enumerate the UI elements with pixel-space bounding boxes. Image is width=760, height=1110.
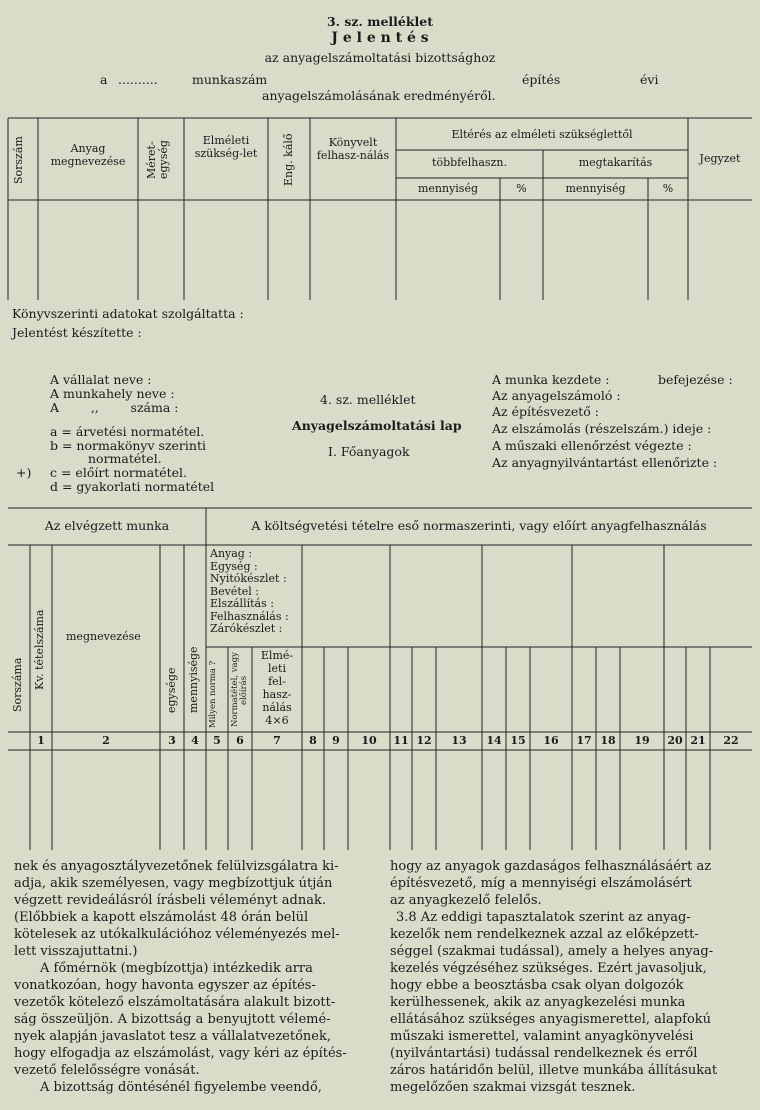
col-sorszam: Sorszám <box>12 136 25 184</box>
text-left-line: végzett revideálásról írásbeli véleményt adnak. <box>14 893 327 908</box>
text-right-line: építésvezető, míg a mennyiségi elszámolásért <box>390 876 692 891</box>
text-left-line: vonatkozóan, hogy havonta egyszer az építés- <box>14 978 316 993</box>
f4-legend-1: b = normakönyv szerinti <box>50 438 206 453</box>
f4-stock-6: Zárókészlet : <box>210 622 283 635</box>
colnum-17: 17 <box>576 734 592 747</box>
colnum-4: 4 <box>191 734 199 747</box>
f4-elm-2: fel- <box>268 675 286 688</box>
colnum-1: 1 <box>37 734 45 747</box>
text-right-line: hogy az anyagok gazdaságos felhasználásáért az <box>390 859 712 874</box>
f4-stock-0: Anyag : <box>210 547 253 560</box>
f4-elm-0: Elmé- <box>260 649 294 662</box>
form3-line-evi: évi <box>640 72 659 87</box>
form3-line2: anyagelszámolásának eredményéről. <box>262 88 496 103</box>
f4-left-2: A ,, száma : <box>50 400 179 415</box>
text-left-line: vezetők kötelező elszámoltatására alakult bizott- <box>14 995 336 1010</box>
f4-stock-4: Elszállítás : <box>210 597 274 610</box>
colnum-19: 19 <box>634 734 650 747</box>
colnum-12: 12 <box>416 734 432 747</box>
col-tobb: többfelhaszn. <box>432 156 507 169</box>
f4-stock-3: Bevétel : <box>210 584 259 598</box>
col-meret: Méret-egység <box>145 140 170 180</box>
text-left-line: kötelesek az utókalkulációhoz véleményezés mel- <box>14 927 340 942</box>
col-pct-2: % <box>662 182 674 195</box>
f4-col-megnevezese: megnevezése <box>66 630 141 643</box>
col-megtak: megtakarítás <box>578 156 653 169</box>
form3-footer1: Könyvszerinti adatokat szolgáltatta : <box>12 306 244 321</box>
col-elteres: Eltérés az elméleti szükséglettől <box>451 128 633 141</box>
col-elmeleti: Elméleti szükség-let <box>194 134 258 160</box>
f4-center-2: I. Főanyagok <box>328 444 410 459</box>
text-column-left <box>14 858 374 1096</box>
text-right-line: kerülhessenek, akik az anyagkezelési munka <box>390 995 686 1010</box>
f4-right-1: befejezése : <box>658 372 733 387</box>
text-right-line: az anyagkezelő felelős. <box>390 893 542 908</box>
f4-center-0: 4. sz. melléklet <box>320 392 416 407</box>
f4-right-0: A munka kezdete : <box>492 372 610 387</box>
text-right-line: kezelés végzéséhez szükséges. Ezért javasoljuk, <box>390 961 707 976</box>
f4-stock-5: Felhasználás : <box>210 609 289 623</box>
text-left-line: adja, akik személyesen, vagy megbízottjuk útján <box>14 876 333 891</box>
colnum-22: 22 <box>723 734 739 747</box>
colnum-10: 10 <box>361 734 377 747</box>
f4-col-sorszama: Sorszáma <box>11 657 24 713</box>
f4-stock-1: Egység : <box>210 559 258 573</box>
f4-legend-4: d = gyakorlati normatétel <box>50 479 215 494</box>
text-left-line: nek és anyagosztályvezetőnek felülvizsgálatra ki- <box>14 859 339 874</box>
text-left-line: ság összeüljön. A bizottság a benyujtott vélemé- <box>14 1012 331 1027</box>
text-left-line: vezető felelősségre vonását. <box>14 1063 200 1078</box>
colnum-18: 18 <box>600 734 616 747</box>
f4-right-2: Az anyagelszámoló : <box>492 388 621 403</box>
f4-right-5: A műszaki ellenőrzést végezte : <box>492 438 692 453</box>
text-right-line: műszaki ismerettel, valamint anyagkönyvelési <box>390 1029 694 1044</box>
f4-hdr-right: A költségvetési tételre eső normaszerinti, vagy előírt anyagfelhasználás <box>251 518 707 533</box>
f4-legend-2: normatétel. <box>88 451 162 466</box>
colnum-5: 5 <box>213 734 221 747</box>
colnum-3: 3 <box>168 734 176 747</box>
col-mennyiseg-2: mennyiség <box>565 182 626 195</box>
colnum-20: 20 <box>667 734 683 747</box>
col-eng: Eng. kálő <box>282 133 295 187</box>
colnum-6: 6 <box>236 734 244 747</box>
colnum-11: 11 <box>393 734 409 747</box>
f4-hdr-left: Az elvégzett munka <box>44 518 170 533</box>
f4-right-4: Az elszámolás (részelszám.) ideje : <box>492 421 712 436</box>
text-left-line: A főmérnök (megbízottja) intézkedik arra <box>40 961 313 976</box>
f4-stock-2: Nyitókészlet : <box>210 572 287 585</box>
f4-stock-labels <box>210 548 289 636</box>
form3-subtitle: az anyagelszámoltatási bizottsághoz <box>264 50 496 65</box>
f4-col-egysege: egysége <box>165 667 178 713</box>
text-right-line: kezelők nem rendelkeznek azzal az előképzett- <box>390 927 699 942</box>
text-right-line: hogy ebbe a beosztásba csak olyan dolgozók <box>390 978 684 993</box>
col-mennyiseg-1: mennyiség <box>417 182 479 195</box>
form3-heading: 3. sz. melléklet <box>326 14 433 29</box>
form3-title: J e l e n t é s <box>331 30 429 46</box>
col-pct-1: % <box>516 182 527 195</box>
text-right-line: 3.8 Az eddigi tapasztalatok szerint az anyag- <box>396 910 691 925</box>
text-left-line: hogy elfogadja az elszámolást, vagy kéri az építés- <box>14 1046 347 1061</box>
text-left-line: (Előbbiek a kapott elszámolást 48 órán belül <box>14 910 309 925</box>
text-right-line: (nyilvántartási) tudással rendelkeznek és erről <box>390 1046 698 1061</box>
text-left-line: lett visszajuttatni.) <box>14 944 138 959</box>
colnum-9: 9 <box>332 734 340 747</box>
colnum-15: 15 <box>510 734 526 747</box>
colnum-21: 21 <box>690 734 706 747</box>
text-right-line: séggel (szakmai tudással), amely a helyes anyag- <box>390 944 714 959</box>
form3-line-a: a <box>100 72 108 87</box>
text-left-line: A bizottság döntésénél figyelembe veendő, <box>40 1080 322 1095</box>
colnum-16: 16 <box>543 734 559 747</box>
col-jegyzet: Jegyzet <box>699 152 741 165</box>
f4-left-0: A vállalat neve : <box>50 372 152 387</box>
colnum-8: 8 <box>309 734 317 747</box>
col-konyvelt: Könyvelt felhasz-nálás <box>316 136 390 162</box>
text-right-line: záros határidőn belül, illetve munkába állításukat <box>390 1063 718 1078</box>
colnum-2: 2 <box>102 734 110 747</box>
form3-footer2: Jelentést készítette : <box>12 325 142 340</box>
f4-col-elmeleti <box>252 649 302 727</box>
f4-col-kv: Kv. tételszáma <box>33 609 46 691</box>
f4-legend-3: c = előírt normatétel. <box>50 465 187 480</box>
f4-col-normatetel: Normatétel, vagy előírás <box>230 652 249 728</box>
form3-line-dots: .......... <box>118 72 158 87</box>
f4-elm-5: 4×6 <box>265 714 289 727</box>
col-anyag: Anyag megnevezése <box>50 142 126 168</box>
colnum-14: 14 <box>486 734 502 747</box>
f4-elm-3: hasz- <box>262 688 292 701</box>
f4-right-3: Az építésvezető : <box>492 404 599 419</box>
f4-legend-0: a = árvetési normatétel. <box>50 424 205 439</box>
form3-line-epites: építés <box>522 72 561 87</box>
f4-col-milyen: Milyen norma ? <box>208 660 218 728</box>
f4-elm-4: nálás <box>262 701 292 714</box>
f4-left-1: A munkahely neve : <box>50 386 175 401</box>
f4-right-6: Az anyagnyilvántartást ellenőrizte : <box>492 455 718 470</box>
f4-plus: +) <box>16 465 32 480</box>
f4-center-1: Anyagelszámoltatási lap <box>292 418 462 433</box>
colnum-7: 7 <box>273 734 281 747</box>
colnum-13: 13 <box>451 734 467 747</box>
f4-elm-1: leti <box>268 662 286 675</box>
text-right-line: ellátásához szükséges anyagismerettel, alapfokú <box>390 1012 712 1027</box>
text-left-line: nyek alapján javaslatot tesz a vállalatvezetőnek, <box>14 1029 332 1044</box>
text-column-right <box>390 858 750 1096</box>
f4-col-mennyisege: mennyisége <box>187 646 200 714</box>
text-right-line: megelőzően szakmai vizsgát tesznek. <box>390 1080 636 1095</box>
form3-line-munkaszam: munkaszám <box>192 72 268 87</box>
